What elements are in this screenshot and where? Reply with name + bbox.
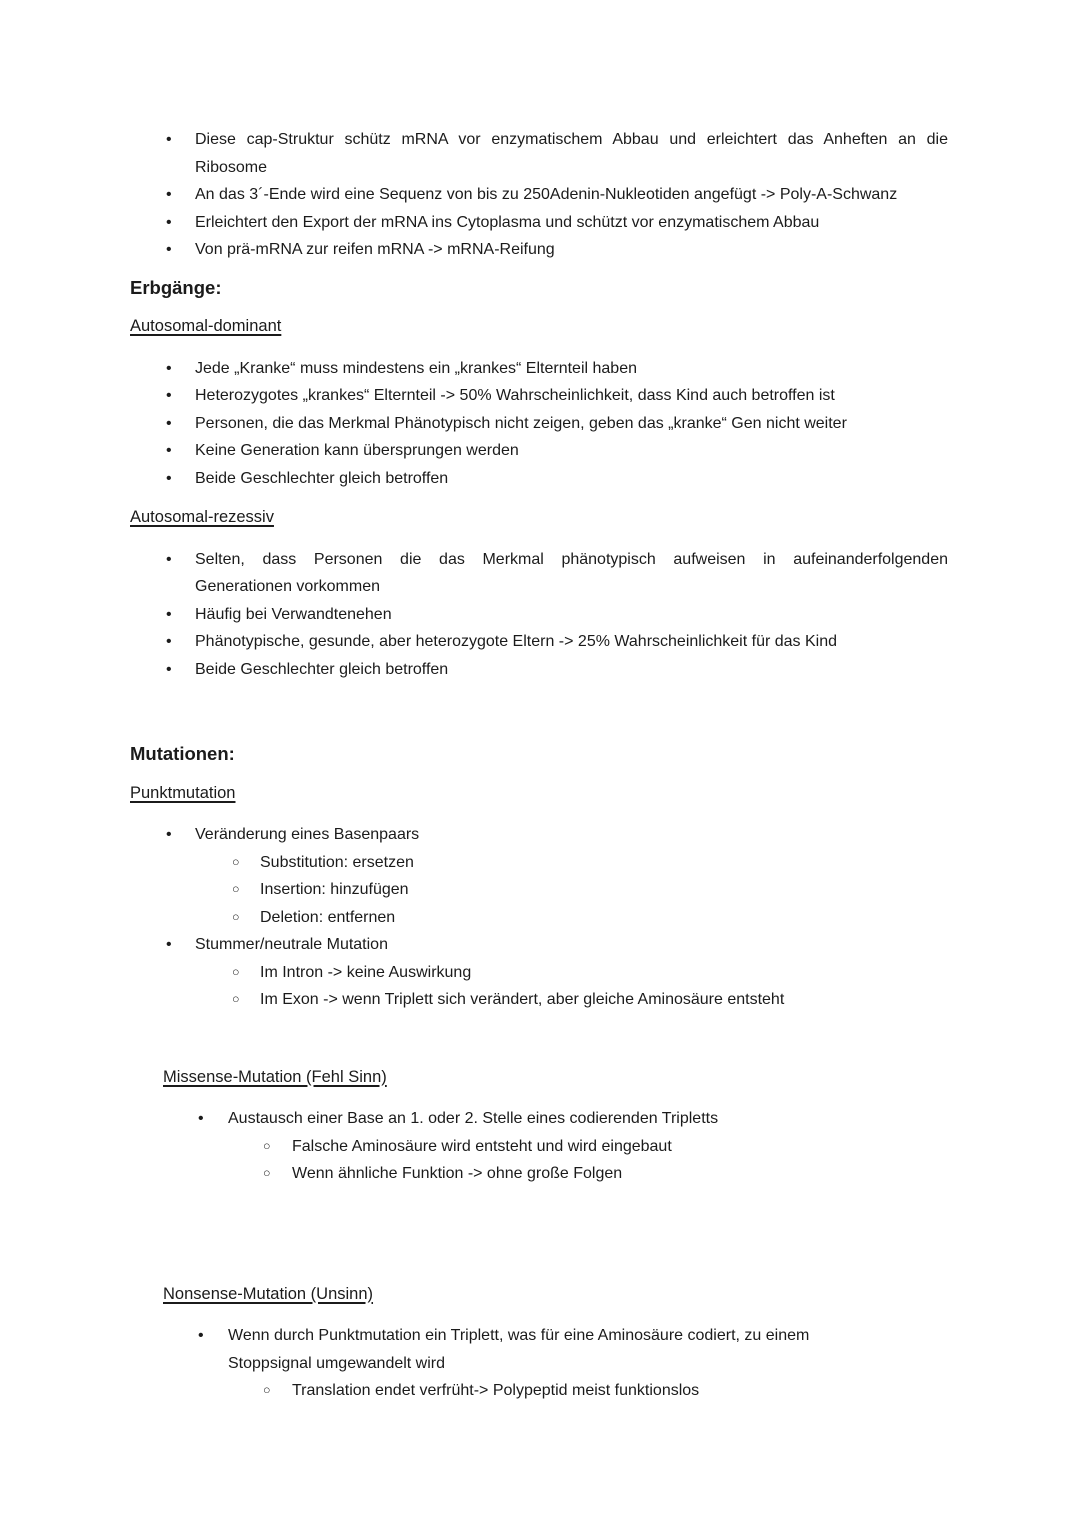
circle-icon: ○ bbox=[263, 1166, 271, 1180]
bullet-icon: • bbox=[166, 213, 172, 231]
bullet-icon: • bbox=[166, 936, 172, 953]
nonsense-list bbox=[130, 1322, 948, 1405]
list-item-text: Substitution: ersetzen bbox=[260, 853, 414, 871]
list-item-text: Von prä-mRNA zur reifen mRNA -> mRNA-Reifung bbox=[195, 241, 555, 258]
missense-section bbox=[130, 1064, 948, 1188]
subsection-heading-autosomal-rezessiv: Autosomal-rezessiv bbox=[130, 508, 274, 526]
list-subitem bbox=[130, 959, 948, 987]
list-item-text: Selten, dass Personen die das Merkmal phänotypisch aufweisen in aufeinanderfolgenden Generationen vorkommen bbox=[195, 550, 948, 595]
bullet-icon: • bbox=[166, 131, 172, 148]
list-item bbox=[130, 437, 948, 465]
subsection-heading-autosomal-dominant: Autosomal-dominant bbox=[130, 317, 282, 335]
circle-icon: ○ bbox=[263, 1383, 271, 1397]
list-item-text: Erleichtert den Export der mRNA ins Cytoplasma und schützt vor enzymatischem Abbau bbox=[195, 213, 820, 231]
section-heading-mutationen: Mutationen: bbox=[130, 743, 235, 764]
subsection-heading-missense: Missense-Mutation (Fehl Sinn) bbox=[163, 1067, 387, 1086]
list-item bbox=[130, 465, 948, 493]
circle-icon: ○ bbox=[232, 854, 240, 869]
list-item-text: Wenn ähnliche Funktion -> ohne große Folgen bbox=[292, 1165, 623, 1182]
list-item bbox=[130, 355, 948, 383]
list-item-text: Beide Geschlechter gleich betroffen bbox=[195, 469, 449, 487]
list-item-text: Veränderung eines Basenpaars bbox=[195, 826, 420, 843]
list-item bbox=[130, 382, 948, 410]
list-item bbox=[130, 209, 948, 237]
bullet-icon: • bbox=[166, 241, 172, 258]
intro-bullet-list bbox=[130, 126, 948, 264]
bullet-icon: • bbox=[166, 550, 172, 568]
bullet-icon: • bbox=[166, 387, 172, 404]
list-item bbox=[130, 931, 948, 959]
punktmutation-list bbox=[130, 821, 948, 1014]
circle-icon: ○ bbox=[232, 964, 240, 979]
list-subitem bbox=[130, 904, 948, 932]
list-item bbox=[130, 1105, 948, 1133]
circle-icon: ○ bbox=[263, 1138, 271, 1153]
list-item bbox=[130, 1322, 948, 1377]
circle-icon: ○ bbox=[232, 882, 240, 896]
autosomal-dominant-list bbox=[130, 355, 948, 493]
section-heading-erbgaenge: Erbgänge: bbox=[130, 276, 222, 298]
list-item-text: Wenn durch Punktmutation ein Triplett, was für eine Aminosäure codiert, zu einem Stoppsignal umgewandelt wird bbox=[228, 1327, 810, 1372]
list-item bbox=[130, 821, 948, 849]
subsection-heading-nonsense: Nonsense-Mutation (Unsinn) bbox=[163, 1284, 374, 1303]
list-item-text: Häufig bei Verwandtenehen bbox=[195, 605, 392, 623]
bullet-icon: • bbox=[166, 414, 172, 432]
list-item-text: Stummer/neutrale Mutation bbox=[195, 936, 388, 953]
subsection-heading-punktmutation: Punktmutation bbox=[130, 783, 236, 802]
list-item-text: Phänotypische, gesunde, aber heterozygote Eltern -> 25% Wahrscheinlichkeit für das Kind bbox=[195, 633, 837, 650]
bullet-icon: • bbox=[166, 826, 172, 843]
list-item-text: Beide Geschlechter gleich betroffen bbox=[195, 660, 449, 678]
list-item-text: Im Intron -> keine Auswirkung bbox=[260, 963, 472, 981]
list-subitem bbox=[130, 1377, 948, 1405]
bullet-icon: • bbox=[198, 1110, 204, 1127]
list-item-text: Heterozygotes „krankes“ Elternteil -> 50% Wahrscheinlichkeit, dass Kind auch betroffen ist bbox=[195, 387, 835, 404]
list-item-text: Jede „Kranke“ muss mindestens ein „krankes“ Elternteil haben bbox=[195, 359, 637, 377]
nonsense-section bbox=[130, 1281, 948, 1405]
list-subitem bbox=[130, 1133, 948, 1161]
list-item-text: Diese cap-Struktur schütz mRNA vor enzymatischem Abbau und erleichtert das Anheften an die Ribosome bbox=[195, 131, 948, 176]
bullet-icon: • bbox=[166, 660, 172, 678]
list-item-text: Austausch einer Base an 1. oder 2. Stelle eines codierenden Tripletts bbox=[228, 1110, 719, 1127]
list-item bbox=[130, 656, 948, 684]
bullet-icon: • bbox=[198, 1327, 204, 1344]
list-item-text: Keine Generation kann übersprungen werden bbox=[195, 442, 519, 459]
list-item-text: Im Exon -> wenn Triplett sich verändert, aber gleiche Aminosäure entsteht bbox=[260, 991, 785, 1008]
autosomal-rezessiv-list bbox=[130, 546, 948, 684]
bullet-icon: • bbox=[166, 186, 172, 203]
list-item bbox=[130, 546, 948, 601]
missense-list bbox=[130, 1105, 948, 1188]
list-item-text: Personen, die das Merkmal Phänotypisch nicht zeigen, geben das „kranke“ Gen nicht weiter bbox=[195, 414, 847, 432]
circle-icon: ○ bbox=[232, 909, 240, 924]
bullet-icon: • bbox=[166, 469, 172, 487]
list-item bbox=[130, 126, 948, 181]
list-subitem bbox=[130, 876, 948, 904]
list-subitem bbox=[130, 986, 948, 1014]
list-item bbox=[130, 601, 948, 629]
circle-icon: ○ bbox=[232, 992, 240, 1006]
list-item-text: Translation endet verfrüht-> Polypeptid meist funktionslos bbox=[292, 1382, 700, 1399]
bullet-icon: • bbox=[166, 442, 172, 459]
list-item-text: An das 3´-Ende wird eine Sequenz von bis zu 250Adenin-Nukleotiden angefügt -> Poly-A-Schwanz bbox=[195, 186, 898, 203]
list-item-text: Insertion: hinzufügen bbox=[260, 881, 409, 898]
list-item bbox=[130, 628, 948, 656]
list-item bbox=[130, 181, 948, 209]
list-item-text: Deletion: entfernen bbox=[260, 908, 396, 926]
list-item bbox=[130, 236, 948, 264]
list-subitem bbox=[130, 849, 948, 877]
list-item bbox=[130, 410, 948, 438]
bullet-icon: • bbox=[166, 605, 172, 623]
bullet-icon: • bbox=[166, 359, 172, 377]
bullet-icon: • bbox=[166, 633, 172, 650]
list-item-text: Falsche Aminosäure wird entsteht und wird eingebaut bbox=[292, 1137, 672, 1155]
list-subitem bbox=[130, 1160, 948, 1188]
